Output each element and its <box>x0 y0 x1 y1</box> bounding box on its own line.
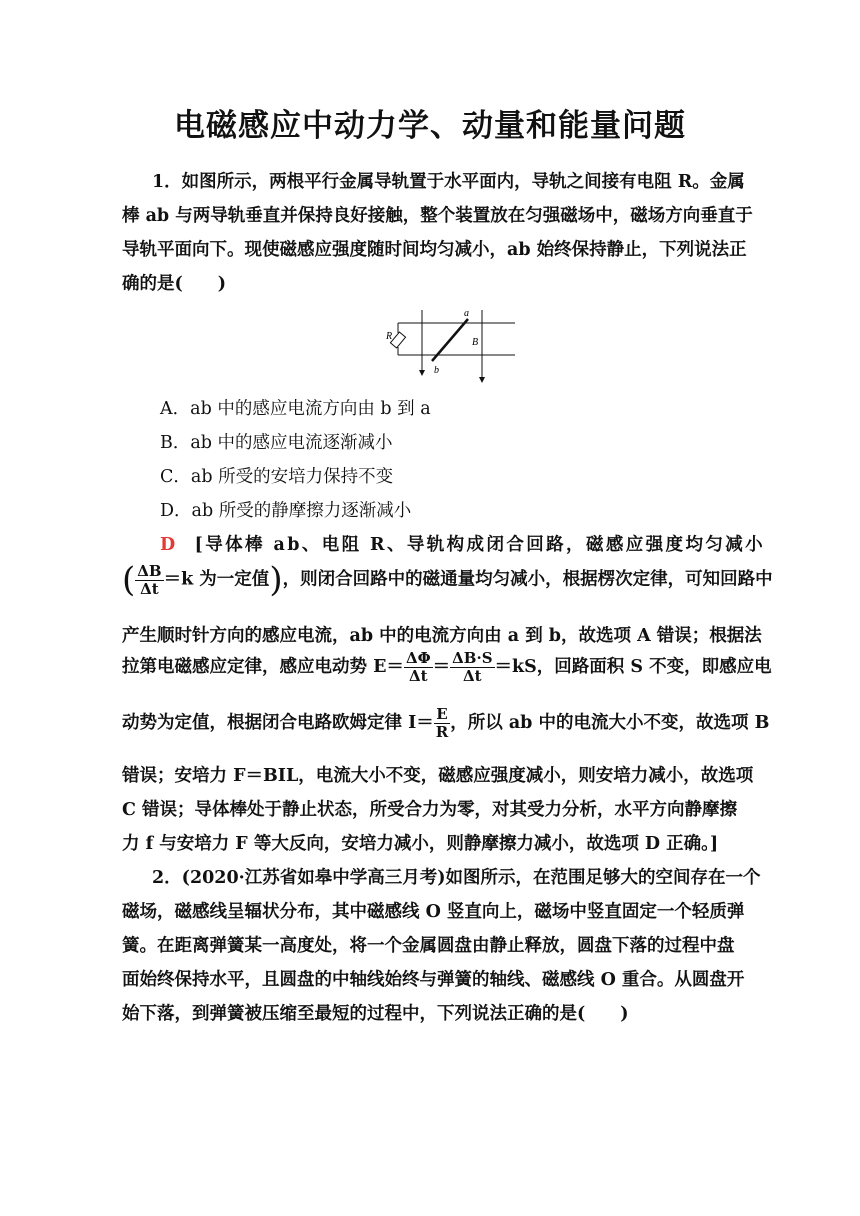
label-B: B <box>472 337 479 348</box>
rail-circuit-figure <box>380 305 520 385</box>
q2-line-3: 簧。在距离弹簧某一高度处，将一个金属圆盘由静止释放，圆盘下落的过程中盘 <box>122 936 735 956</box>
fraction-dB-dt: $\frac{\Delta B}{\Delta t}$ <box>137 561 162 598</box>
answer1-line-3: 产生顺时针方向的感应电流，ab 中的电流方向由 a 到 b，故选项 A 错误；根据法 <box>122 626 762 646</box>
answer1-line-6: 错误；安培力 F＝BIL，电流大小不变，磁感应强度减小，则安培力减小，故选项 <box>122 766 754 786</box>
q1-option-d[interactable]: D．ab 所受的静摩擦力逐渐减小 <box>160 501 412 521</box>
answer1-line-5: 动势为定值，根据闭合电路欧姆定律 I＝ $\frac{E}{R}$ ，所以 ab 中的电流大小不变，故选项 B <box>122 705 770 741</box>
page-title: 电磁感应中动力学、动量和能量问题 <box>174 108 686 144</box>
fraction-E-R: $\frac{E}{R}$ <box>435 705 449 741</box>
q1-option-b[interactable]: B．ab 中的感应电流逐渐减小 <box>160 433 393 453</box>
q1-line-4: 确的是( ) <box>122 274 227 294</box>
label-b: b <box>434 365 439 376</box>
answer1-line-4: 拉第电磁感应定律，感应电动势 E＝ $\frac{\Delta\Phi}{\Delta t}$ ＝ $\frac{\Delta B\cdot S}{\Delta t}$ ＝kS，回路面积 S 不变，即感应电 <box>122 649 772 685</box>
answer1-text-1: [导体棒 ab、电阻 R、导轨构成闭合回路，磁感应强度均匀减小 <box>194 535 766 555</box>
q2-line-2: 磁场，磁感线呈辐状分布，其中磁感线 O 竖直向上，磁场中竖直固定一个轻质弹 <box>122 902 745 922</box>
label-a: a <box>464 308 469 319</box>
answer1-text-2: ，则闭合回路中的磁通量均匀减小，根据楞次定律，可知回路中 <box>282 569 773 590</box>
label-R: R <box>386 331 393 342</box>
q2-line-1: 2．(2020·江苏省如皋中学高三月考)如图所示，在范围足够大的空间存在一个 <box>152 868 761 888</box>
q1-option-c[interactable]: C．ab 所受的安培力保持不变 <box>160 467 394 487</box>
q2-line-5: 始下落，到弹簧被压缩至最短的过程中，下列说法正确的是( ) <box>122 1004 629 1024</box>
q2-line-4: 面始终保持水平，且圆盘的中轴线始终与弹簧的轴线、磁感线 O 重合。从圆盘开 <box>122 970 745 990</box>
q1-line-1: 1．如图所示，两根平行金属导轨置于水平面内，导轨之间接有电阻 R。金属 <box>152 172 745 192</box>
fraction-dBS-dt: $\frac{\Delta B\cdot S}{\Delta t}$ <box>452 649 493 685</box>
answer1-line-7: C 错误；导体棒处于静止状态，所受合力为零，对其受力分析，水平方向静摩擦 <box>122 800 738 820</box>
answer1-line-1 <box>160 531 776 556</box>
answer1-line-8: 力 f 与安培力 F 等大反向，安培力减小，则静摩擦力减小，故选项 D 正确。] <box>122 834 719 854</box>
fraction-dPhi-dt: $\frac{\Delta\Phi}{\Delta t}$ <box>405 649 431 685</box>
answer-letter: D <box>160 535 178 555</box>
answer1-line-2: ( $\frac{\Delta B}{\Delta t}$ ＝k 为一定值)，则闭合回路中的磁通量均匀减小，根据楞次定律，可知回路中 <box>122 560 773 600</box>
q1-line-2: 棒 ab 与两导轨垂直并保持良好接触，整个装置放在匀强磁场中，磁场方向垂直于 <box>122 206 753 226</box>
q1-option-a[interactable]: A．ab 中的感应电流方向由 b 到 a <box>160 399 431 419</box>
q1-line-3: 导轨平面向下。现使磁感应强度随时间均匀减小，ab 始终保持静止，下列说法正 <box>122 240 747 260</box>
